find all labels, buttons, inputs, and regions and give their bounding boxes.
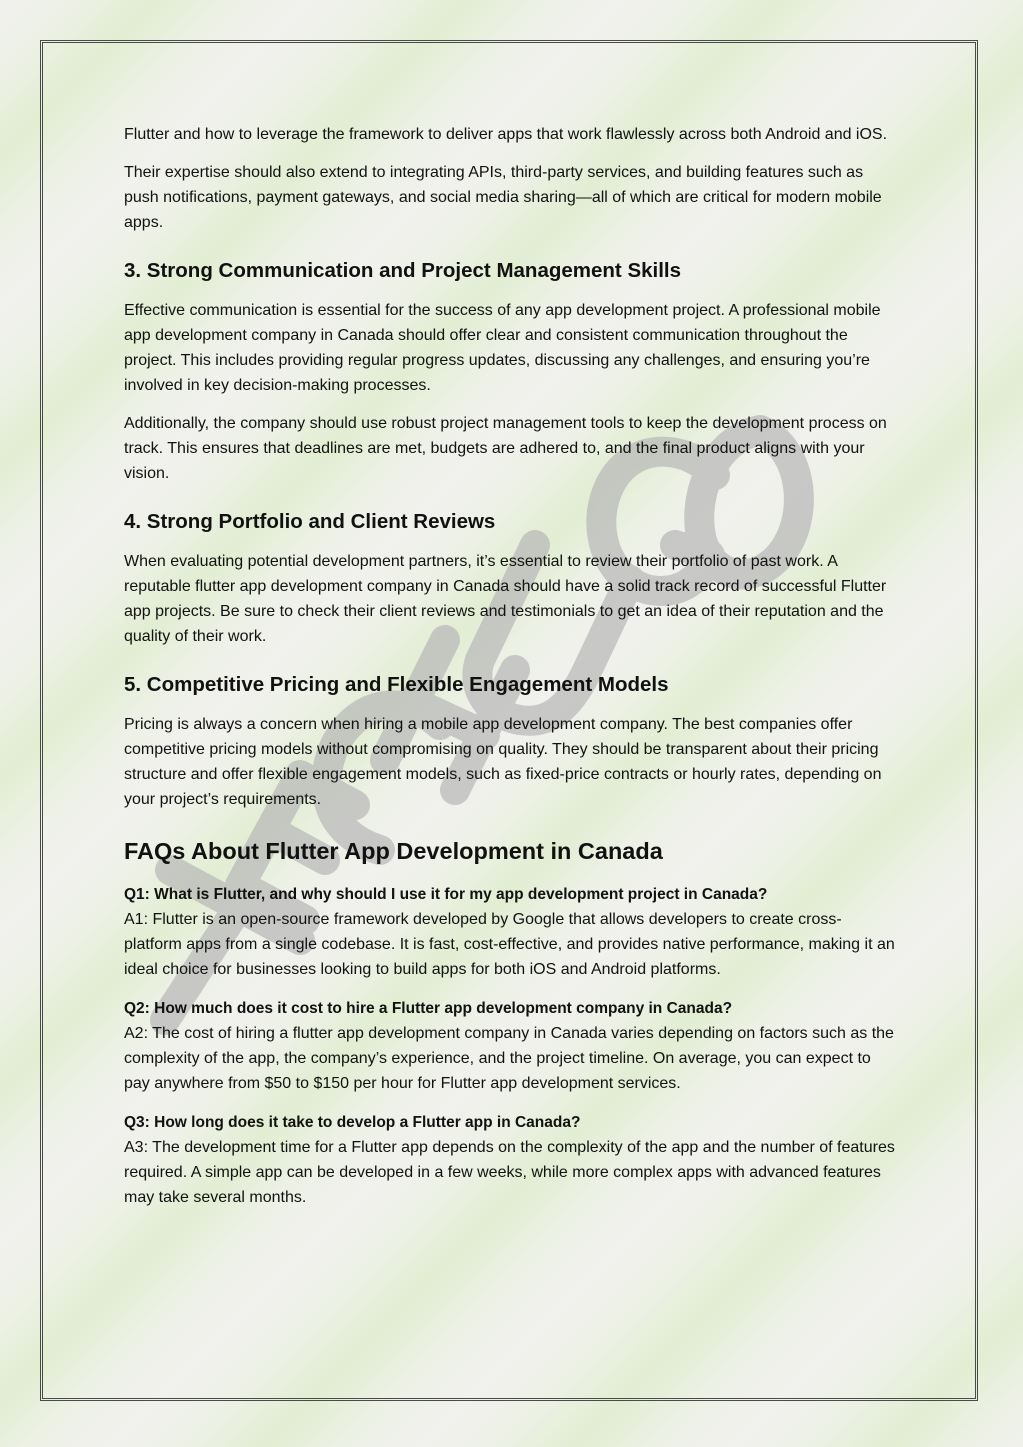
section-paragraph: Additionally, the company should use robust project management tools to keep the development process on track. This ensures that deadlines are met, budgets are adhered to, and the final product aligns with your vision. — [124, 415, 887, 482]
intro-paragraph-1: Flutter and how to leverage the framework to deliver apps that work flawlessly across both Android and iOS. — [124, 126, 888, 143]
faq-title: FAQs About Flutter App Development in Canada — [124, 838, 663, 864]
faq-item — [124, 882, 899, 982]
section-paragraph: When evaluating potential development partners, it’s essential to review their portfolio of past work. A reputable flutter app development company in Canada should have a solid track record of successful Flutter app projects. Be sure to check their client reviews and testimonials to get an idea of their reputation and the quality of their work. — [124, 553, 887, 645]
intro-paragraph-2: Their expertise should also extend to integrating APIs, third-party services, and building features such as push notifications, payment gateways, and social media sharing—all of which are critical for modern mobile apps. — [124, 164, 882, 231]
faq-question: Q3: How long does it take to develop a Flutter app in Canada? — [124, 1114, 581, 1131]
section-heading-communication: 3. Strong Communication and Project Management Skills — [124, 259, 682, 282]
faq-item — [124, 996, 899, 1096]
section-heading-portfolio: 4. Strong Portfolio and Client Reviews — [124, 510, 496, 533]
document-body — [124, 122, 899, 1224]
faq-question: Q2: How much does it cost to hire a Flutter app development company in Canada? — [124, 1000, 733, 1017]
section-paragraph: Pricing is always a concern when hiring a mobile app development company. The best companies offer competitive pricing models without compromising on quality. They should be transparent about their pricing structure and offer flexible engagement models, such as fixed-price contracts or hourly rates, depending on your project’s requirements. — [124, 716, 882, 808]
faq-answer: A2: The cost of hiring a flutter app development company in Canada varies depending on factors such as the complexity of the app, the company’s experience, and the project timeline. On average, you can expect to pay anywhere from $50 to $150 per hour for Flutter app development services. — [124, 1025, 894, 1092]
faq-item — [124, 1110, 899, 1210]
section-paragraph: Effective communication is essential for the success of any app development project. A professional mobile app development company in Canada should offer clear and consistent communication throughout the project. This includes providing regular progress updates, discussing any challenges, and ensuring you’re involved in key decision-making processes. — [124, 302, 881, 394]
section-heading-pricing: 5. Competitive Pricing and Flexible Engagement Models — [124, 673, 669, 696]
faq-question: Q1: What is Flutter, and why should I use it for my app development project in Canada? — [124, 886, 768, 903]
faq-answer: A3: The development time for a Flutter app depends on the complexity of the app and the number of features required. A simple app can be developed in a few weeks, while more complex apps with advanced features may take several months. — [124, 1139, 895, 1206]
faq-answer: A1: Flutter is an open-source framework developed by Google that allows developers to create cross-platform apps from a single codebase. It is fast, cost-effective, and provides native performance, making it an ideal choice for businesses looking to build apps for both iOS and Android platforms. — [124, 911, 895, 978]
